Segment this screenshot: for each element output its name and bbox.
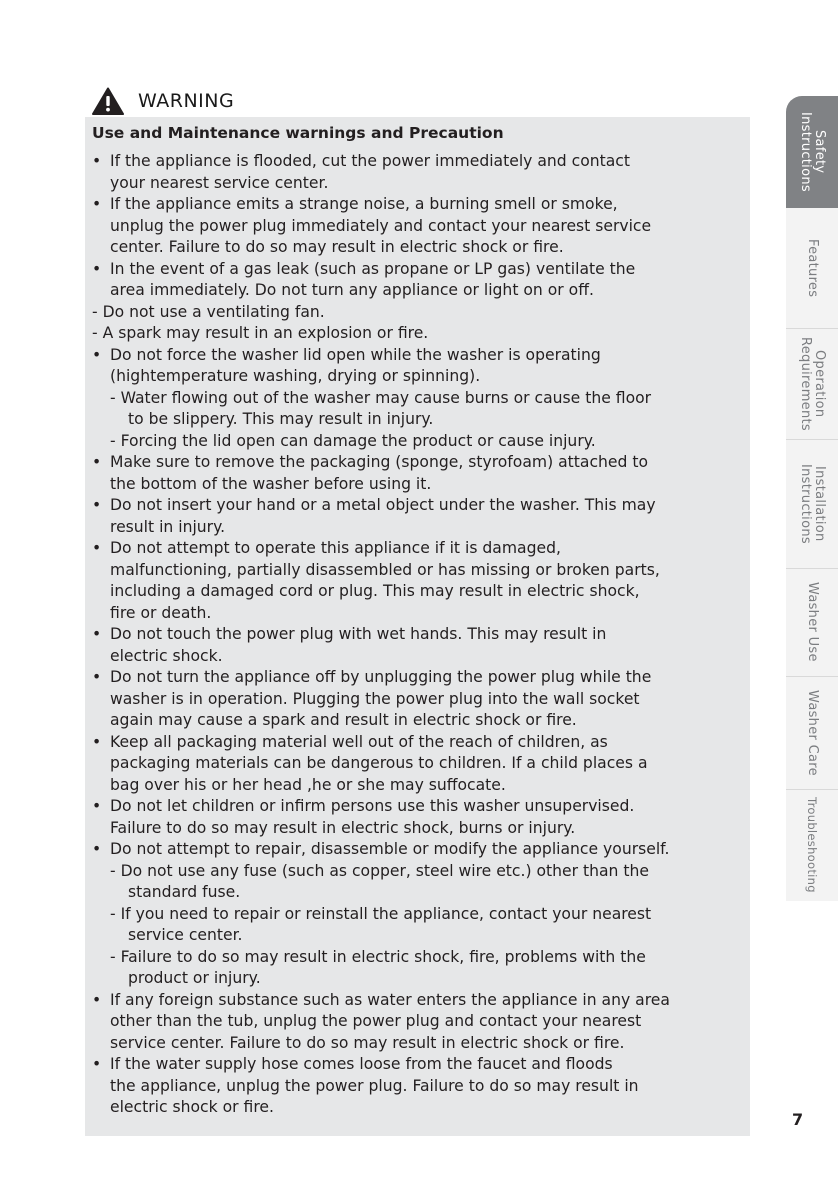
tab-label: Safety Instructions xyxy=(798,112,827,192)
list-line: area immediately. Do not turn any appliance or light on or off. xyxy=(110,281,594,299)
list-line: your nearest service center. xyxy=(110,173,329,192)
warnings-panel xyxy=(85,117,750,1136)
list-line: - A spark may result in an explosion or fire. xyxy=(92,324,429,342)
list-line: - Failure to do so may result in electric shock, fire, problems with the xyxy=(110,947,646,966)
tab-label: Features xyxy=(805,238,820,298)
list-line: the appliance, unplug the power plug. Failure to do so may result in xyxy=(110,1076,639,1095)
bullet-item: • Do not let children or infirm persons use this washer unsupervised. xyxy=(92,796,742,818)
tab-divider xyxy=(786,439,838,440)
tab-label: Installation Instructions xyxy=(798,463,827,544)
bullet-item: • If the appliance emits a strange noise, a burning smell or smoke, xyxy=(92,194,742,216)
warning-icon xyxy=(92,87,124,115)
bullet-item: • Do not attempt to operate this appliance if it is damaged, xyxy=(92,538,742,560)
list-line: - Water flowing out of the washer may cause burns or cause the floor xyxy=(110,388,652,407)
tab-washer-care[interactable] xyxy=(786,676,838,789)
tab-divider xyxy=(786,789,838,790)
list-line: to be slippery. This may result in injury. xyxy=(128,410,434,428)
bullet-item: • Do not force the washer lid open while the washer is operating xyxy=(92,345,742,367)
list-line: unplug the power plug immediately and contact your nearest service xyxy=(110,216,652,235)
tab-installation-instructions[interactable] xyxy=(786,439,838,568)
list-line: center. Failure to do so may result in electric shock or fire. xyxy=(110,238,564,256)
list-line: again may cause a spark and result in electric shock or fire. xyxy=(110,711,577,729)
list-line: malfunctioning, partially disassembled or has missing or broken parts, xyxy=(110,560,660,579)
list-line: electric shock or fire. xyxy=(110,1098,274,1116)
tab-divider xyxy=(786,676,838,677)
tab-label: Operation Requirements xyxy=(798,336,827,431)
warning-header xyxy=(92,86,234,116)
bullet-item: • In the event of a gas leak (such as propane or LP gas) ventilate the xyxy=(92,259,742,281)
list-line: standard fuse. xyxy=(128,883,241,901)
list-line: product or injury. xyxy=(128,969,261,987)
list-line: fire or death. xyxy=(110,603,212,622)
list-line: result in injury. xyxy=(110,517,226,536)
tab-divider xyxy=(786,568,838,569)
page-number: 7 xyxy=(792,1110,804,1129)
tab-operation-requirements[interactable] xyxy=(786,328,838,439)
list-line: service center. Failure to do so may result in electric shock or fire. xyxy=(110,1033,625,1052)
bullet-item: • If the appliance is flooded, cut the power immediately and contact xyxy=(92,151,742,173)
bullet-item: • Do not attempt to repair, disassemble or modify the appliance yourself. xyxy=(92,839,742,861)
list-line: packaging materials can be dangerous to children. If a child places a xyxy=(110,754,648,772)
bullet-item: • Keep all packaging material well out of the reach of children, as xyxy=(92,732,742,754)
warnings-content xyxy=(92,121,742,1119)
bullet-item: • Do not touch the power plug with wet hands. This may result in xyxy=(92,624,742,646)
list-line: - If you need to repair or reinstall the appliance, contact your nearest xyxy=(110,904,652,923)
list-line: - Do not use any fuse (such as copper, steel wire etc.) other than the xyxy=(110,861,649,880)
list-line: including a damaged cord or plug. This may result in electric shock, xyxy=(110,582,640,600)
warning-title: WARNING xyxy=(138,90,235,112)
tab-divider xyxy=(786,328,838,329)
list-line: electric shock. xyxy=(110,646,223,665)
section-subtitle: Use and Maintenance warnings and Precaution xyxy=(92,124,504,142)
bullet-item: • Make sure to remove the packaging (sponge, styrofoam) attached to xyxy=(92,452,742,474)
tab-label: Washer Use xyxy=(805,582,820,662)
tab-features[interactable] xyxy=(786,208,838,328)
tab-safety-instructions[interactable] xyxy=(786,96,838,208)
bullet-item: • Do not turn the appliance off by unplugging the power plug while the xyxy=(92,667,742,689)
bullet-item: • If any foreign substance such as water enters the appliance in any area xyxy=(92,990,742,1012)
list-line: service center. xyxy=(128,926,243,944)
tab-washer-use[interactable] xyxy=(786,568,838,676)
list-line: Failure to do so may result in electric shock, burns or injury. xyxy=(110,818,576,837)
warning-list xyxy=(92,151,742,1119)
list-line: other than the tub, unplug the power plug and contact your nearest xyxy=(110,1012,642,1030)
list-line: washer is in operation. Plugging the power plug into the wall socket xyxy=(110,689,640,708)
tab-troubleshooting[interactable] xyxy=(786,789,838,901)
tab-label: Washer Care xyxy=(805,689,820,776)
list-line: - Forcing the lid open can damage the product or cause injury. xyxy=(110,431,596,450)
list-line: - Do not use a ventilating fan. xyxy=(92,302,325,321)
bullet-item: • Do not insert your hand or a metal object under the washer. This may xyxy=(92,495,742,517)
tab-label: Troubleshooting xyxy=(805,797,819,893)
list-line: bag over his or her head ,he or she may suffocate. xyxy=(110,775,506,794)
bullet-item: • If the water supply hose comes loose from the faucet and floods xyxy=(92,1054,742,1076)
list-line: the bottom of the washer before using it. xyxy=(110,474,432,493)
list-line: (hightemperature washing, drying or spinning). xyxy=(110,367,481,385)
